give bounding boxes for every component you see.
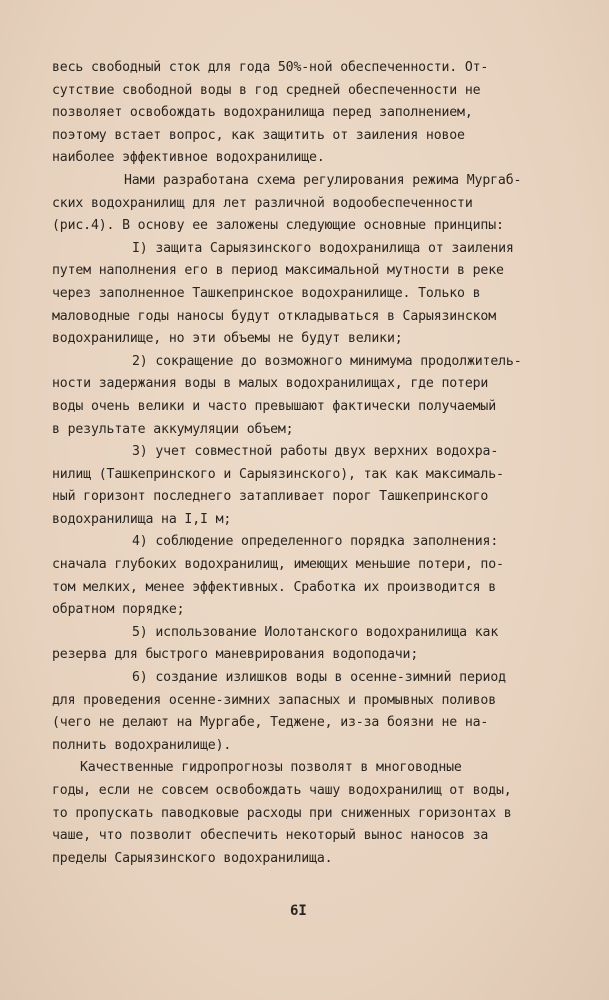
- text-line: в результате аккумуляции объем;: [52, 421, 294, 437]
- text-line: через заполненное Ташкепринское водохранилище. Только в: [52, 285, 481, 301]
- text-line: ности задержания воды в малых водохранилищах, где потери: [52, 376, 489, 392]
- page-number: 6I: [290, 903, 307, 919]
- text-line: 3) учет совместной работы двух верхних водохра-: [132, 444, 499, 460]
- text-line: Нами разработана схема регулирования режима Мургаб-: [124, 172, 522, 188]
- text-line: сутствие свободной воды в год средней обеспеченности не: [52, 82, 481, 98]
- text-line: поэтому встает вопрос, как защитить от заиления новое: [52, 127, 465, 143]
- text-line: воды очень велики и часто превышают фактически получаемый: [52, 398, 497, 414]
- text-line: обратном порядке;: [52, 602, 185, 618]
- text-line: сначала глубоких водохранилищ, имеющих меньшие потери, по-: [52, 557, 504, 573]
- text-line: нилищ (Ташкепринского и Сарыязинского), так как максималь-: [52, 466, 504, 482]
- text-line: пределы Сарыязинского водохранилища.: [52, 850, 333, 866]
- text-line: наиболее эффективное водохранилище.: [52, 150, 325, 166]
- text-line: (чего не делают на Мургабе, Теджене, из-за боязни не на-: [52, 715, 489, 731]
- text-line: 6) создание излишков воды в осенне-зимний период: [132, 670, 506, 686]
- text-line: том мелких, менее эффективных. Сработка их производится в: [52, 579, 497, 595]
- text-line: чаше, что позволит обеспечить некоторый вынос наносов за: [52, 828, 489, 844]
- text-line: водохранилища на I,I м;: [52, 511, 232, 527]
- body-text: [52, 57, 562, 870]
- text-line: ный горизонт последнего затапливает порог Ташкепринского: [52, 489, 489, 505]
- text-line: Качественные гидропрогнозы позволят в многоводные: [80, 760, 462, 776]
- text-line: 4) соблюдение определенного порядка заполнения:: [132, 534, 499, 550]
- text-line: позволяет освобождать водохранилища перед заполнением,: [52, 105, 473, 121]
- text-line: годы, если не совсем освобождать чашу водохранилищ от воды,: [52, 783, 512, 798]
- text-line: путем наполнения его в период максимальной мутности в реке: [52, 263, 504, 279]
- text-line: для проведения осенне-зимних запасных и промывных поливов: [52, 692, 497, 708]
- text-line: водохранилище, но эти объемы не будут велики;: [52, 331, 403, 347]
- text-line: весь свободный сток для года 50%-ной обеспеченности. От-: [52, 60, 489, 75]
- text-line: маловодные годы наносы будут откладываться в Сарыязинском: [52, 308, 497, 324]
- text-line: резерва для быстрого маневрирования водоподачи;: [52, 647, 419, 663]
- text-line: полнить водохранилище).: [52, 737, 232, 753]
- text-line: I) защита Сарыязинского водохранилища от заиления: [132, 240, 514, 256]
- text-line: 2) сокращение до возможного минимума продолжитель-: [132, 353, 522, 369]
- text-line: 5) использование Иолотанского водохранилища как: [132, 624, 499, 640]
- text-line: (рис.4). В основу ее заложены следующие основные принципы:: [52, 218, 504, 234]
- text-line: то пропускать паводковые расходы при сниженных горизонтах в: [52, 805, 512, 821]
- text-line: ских водохранилищ для лет различной водообеспеченности: [52, 195, 473, 211]
